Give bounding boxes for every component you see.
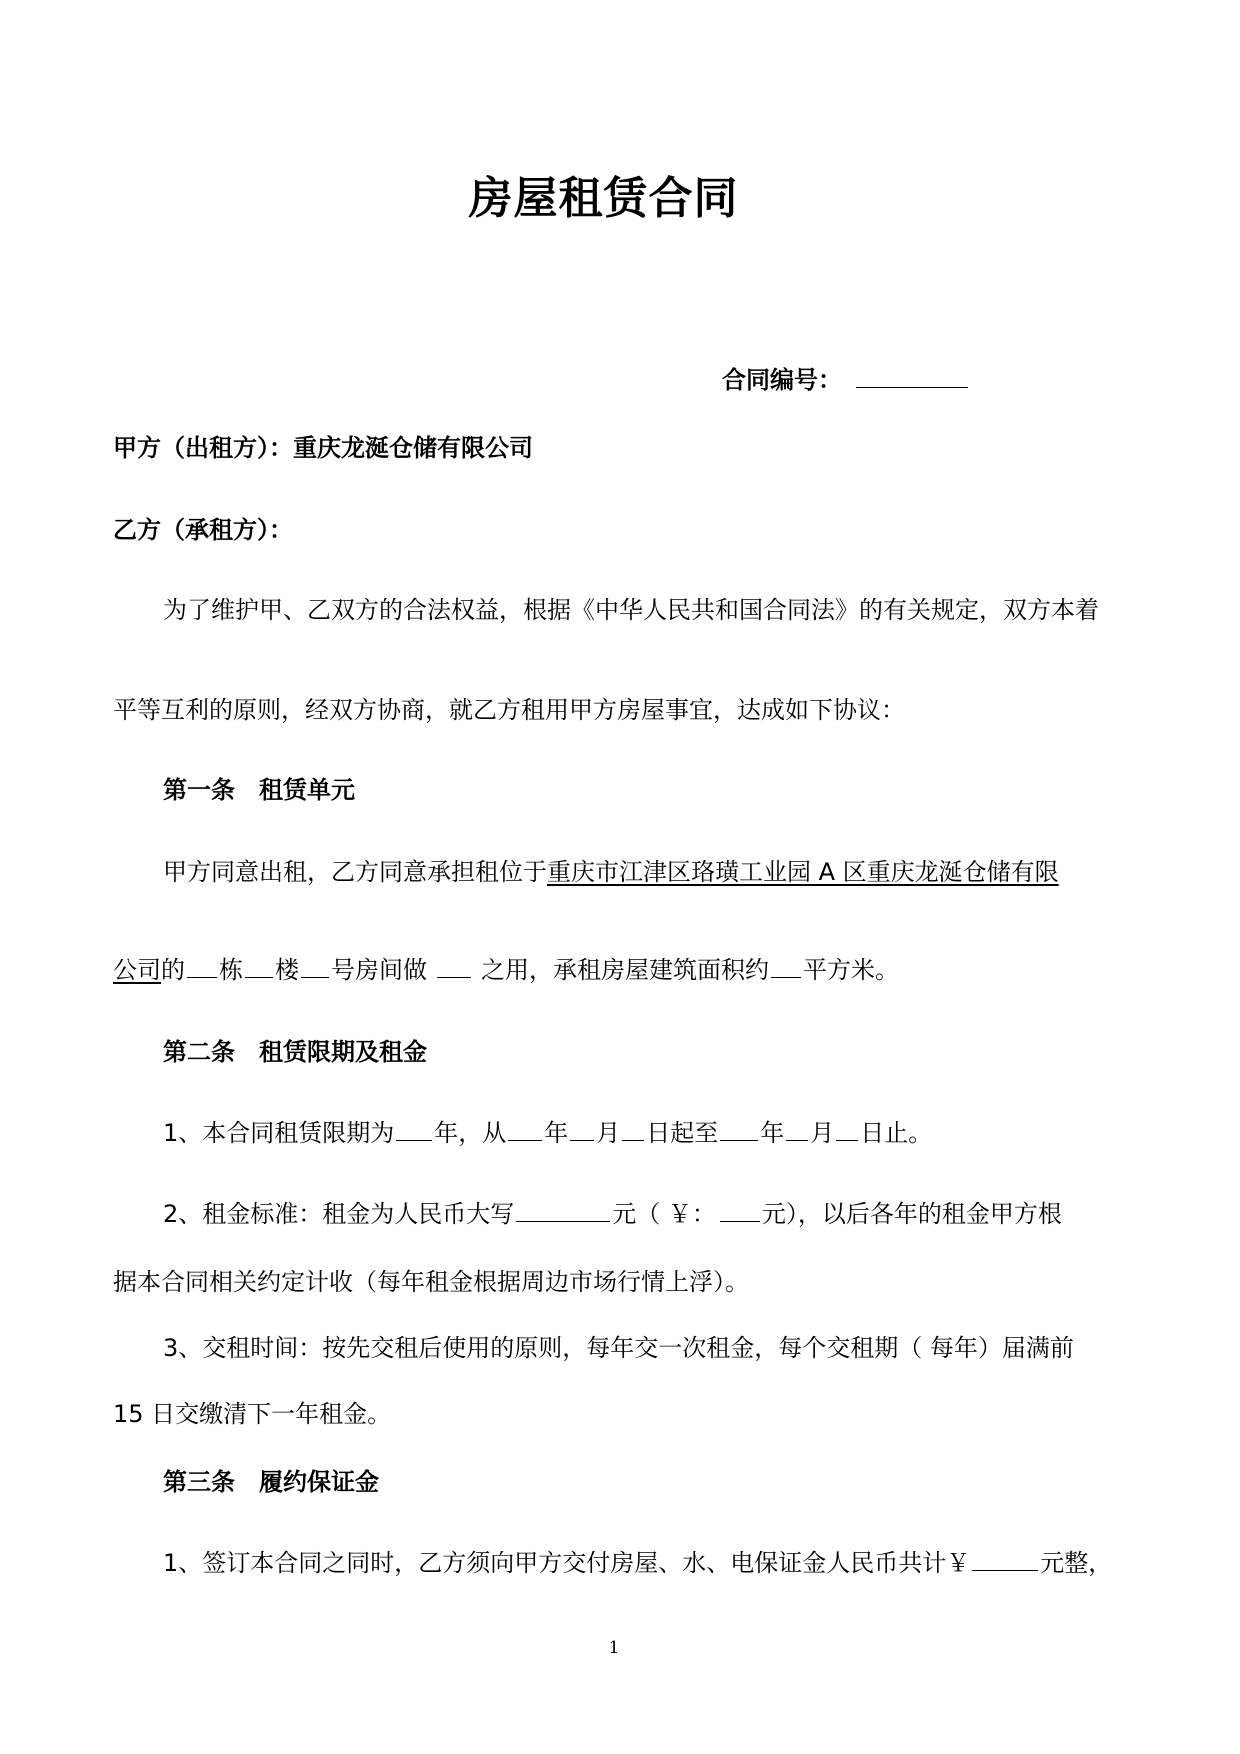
article-2-text: 年，从 [434,1119,507,1147]
contract-number [722,360,968,395]
article-2-heading [163,1032,427,1067]
article-2-text: 日止。 [860,1119,933,1147]
article-2-item-1 [163,1113,932,1148]
article-1-number: 第一条 [163,776,235,804]
article-3-title: 履约保证金 [259,1468,379,1496]
article-3-text: 元整， [1040,1549,1113,1577]
article-2-item-3-line-2: 15 日交缴清下一年租金。 [113,1400,392,1428]
article-1-text: 楼 [275,956,299,984]
article-1-line-1 [163,852,1059,887]
article-1-text: 的 [161,956,185,984]
start-month-blank[interactable] [570,1139,594,1141]
document-title: 房屋租赁合同 [468,173,739,224]
article-1-text: 甲方同意出租，乙方同意承担租位于 [163,858,547,886]
contract-number-blank[interactable] [856,386,968,388]
rent-amount-words-blank[interactable] [516,1220,610,1222]
contract-number-label: 合同编号： [722,366,842,394]
article-3-text: 1、签订本合同之同时，乙方须向甲方交付房屋、水、电保证金人民币共计￥ [163,1549,971,1577]
area-blank[interactable] [771,976,801,978]
article-3-item-1 [163,1543,1112,1578]
article-2-text: 年 [544,1119,569,1147]
floor-blank[interactable] [245,976,273,978]
end-day-blank[interactable] [836,1139,858,1141]
article-2-title: 租赁限期及租金 [259,1038,427,1066]
page-number: 1 [608,1638,620,1658]
party-b [113,510,293,545]
article-1-text: 平方米。 [803,956,899,984]
party-a-label: 甲方（出租方）： [113,434,293,462]
room-blank[interactable] [301,976,329,978]
start-year-blank[interactable] [508,1139,542,1141]
article-1-line-2 [113,950,899,985]
end-month-blank[interactable] [786,1139,808,1141]
article-2-text: 年 [760,1119,785,1147]
article-2-text: 月 [810,1119,835,1147]
article-1-text: 栋 [219,956,243,984]
address-underlined-cont: 公司 [113,956,161,984]
deposit-amount-blank[interactable] [972,1569,1038,1571]
end-year-blank[interactable] [720,1139,758,1141]
article-2-text: 日起至 [646,1119,719,1147]
building-blank[interactable] [187,976,217,978]
party-a [113,428,533,463]
article-2-item-2-line-1 [163,1194,1062,1229]
article-2-text: 1、本合同租赁限期为 [163,1119,395,1147]
intro-line-2: 平等互利的原则，经双方协商，就乙方租用甲方房屋事宜，达成如下协议： [113,696,905,724]
article-2-text: 2、租金标准：租金为人民币大写 [163,1200,515,1228]
article-2-text: 元（ ￥： [612,1200,716,1228]
article-2-text: 月 [596,1119,621,1147]
rent-amount-figure-blank[interactable] [720,1220,760,1222]
article-3-number: 第三条 [163,1468,235,1496]
start-day-blank[interactable] [622,1139,644,1141]
article-2-item-3-line-1: 3、交租时间：按先交租后使用的原则，每年交一次租金，每个交租期（ 每年）届满前 [163,1334,1074,1362]
article-1-text: 号房间做 [331,956,427,984]
article-3-heading [163,1462,379,1497]
article-2-number: 第二条 [163,1038,235,1066]
article-2-item-2-line-2: 据本合同相关约定计收（每年租金根据周边市场行情上浮）。 [113,1268,749,1296]
address-underlined: 重庆市江津区珞璜工业园 A 区重庆龙涎仓储有限 [547,858,1059,886]
party-a-value: 重庆龙涎仓储有限公司 [293,434,533,462]
intro-line-1: 为了维护甲、乙双方的合法权益，根据《中华人民共和国合同法》的有关规定，双方本着 [163,596,1099,624]
article-1-title: 租赁单元 [259,776,355,804]
article-1-heading [163,770,355,805]
party-b-label: 乙方（承租方）： [113,516,293,544]
purpose-blank[interactable] [437,976,471,978]
article-2-text: 元），以后各年的租金甲方根 [761,1200,1062,1228]
article-1-text: 之用，承租房屋建筑面积约 [481,956,769,984]
term-years-blank[interactable] [396,1139,432,1141]
